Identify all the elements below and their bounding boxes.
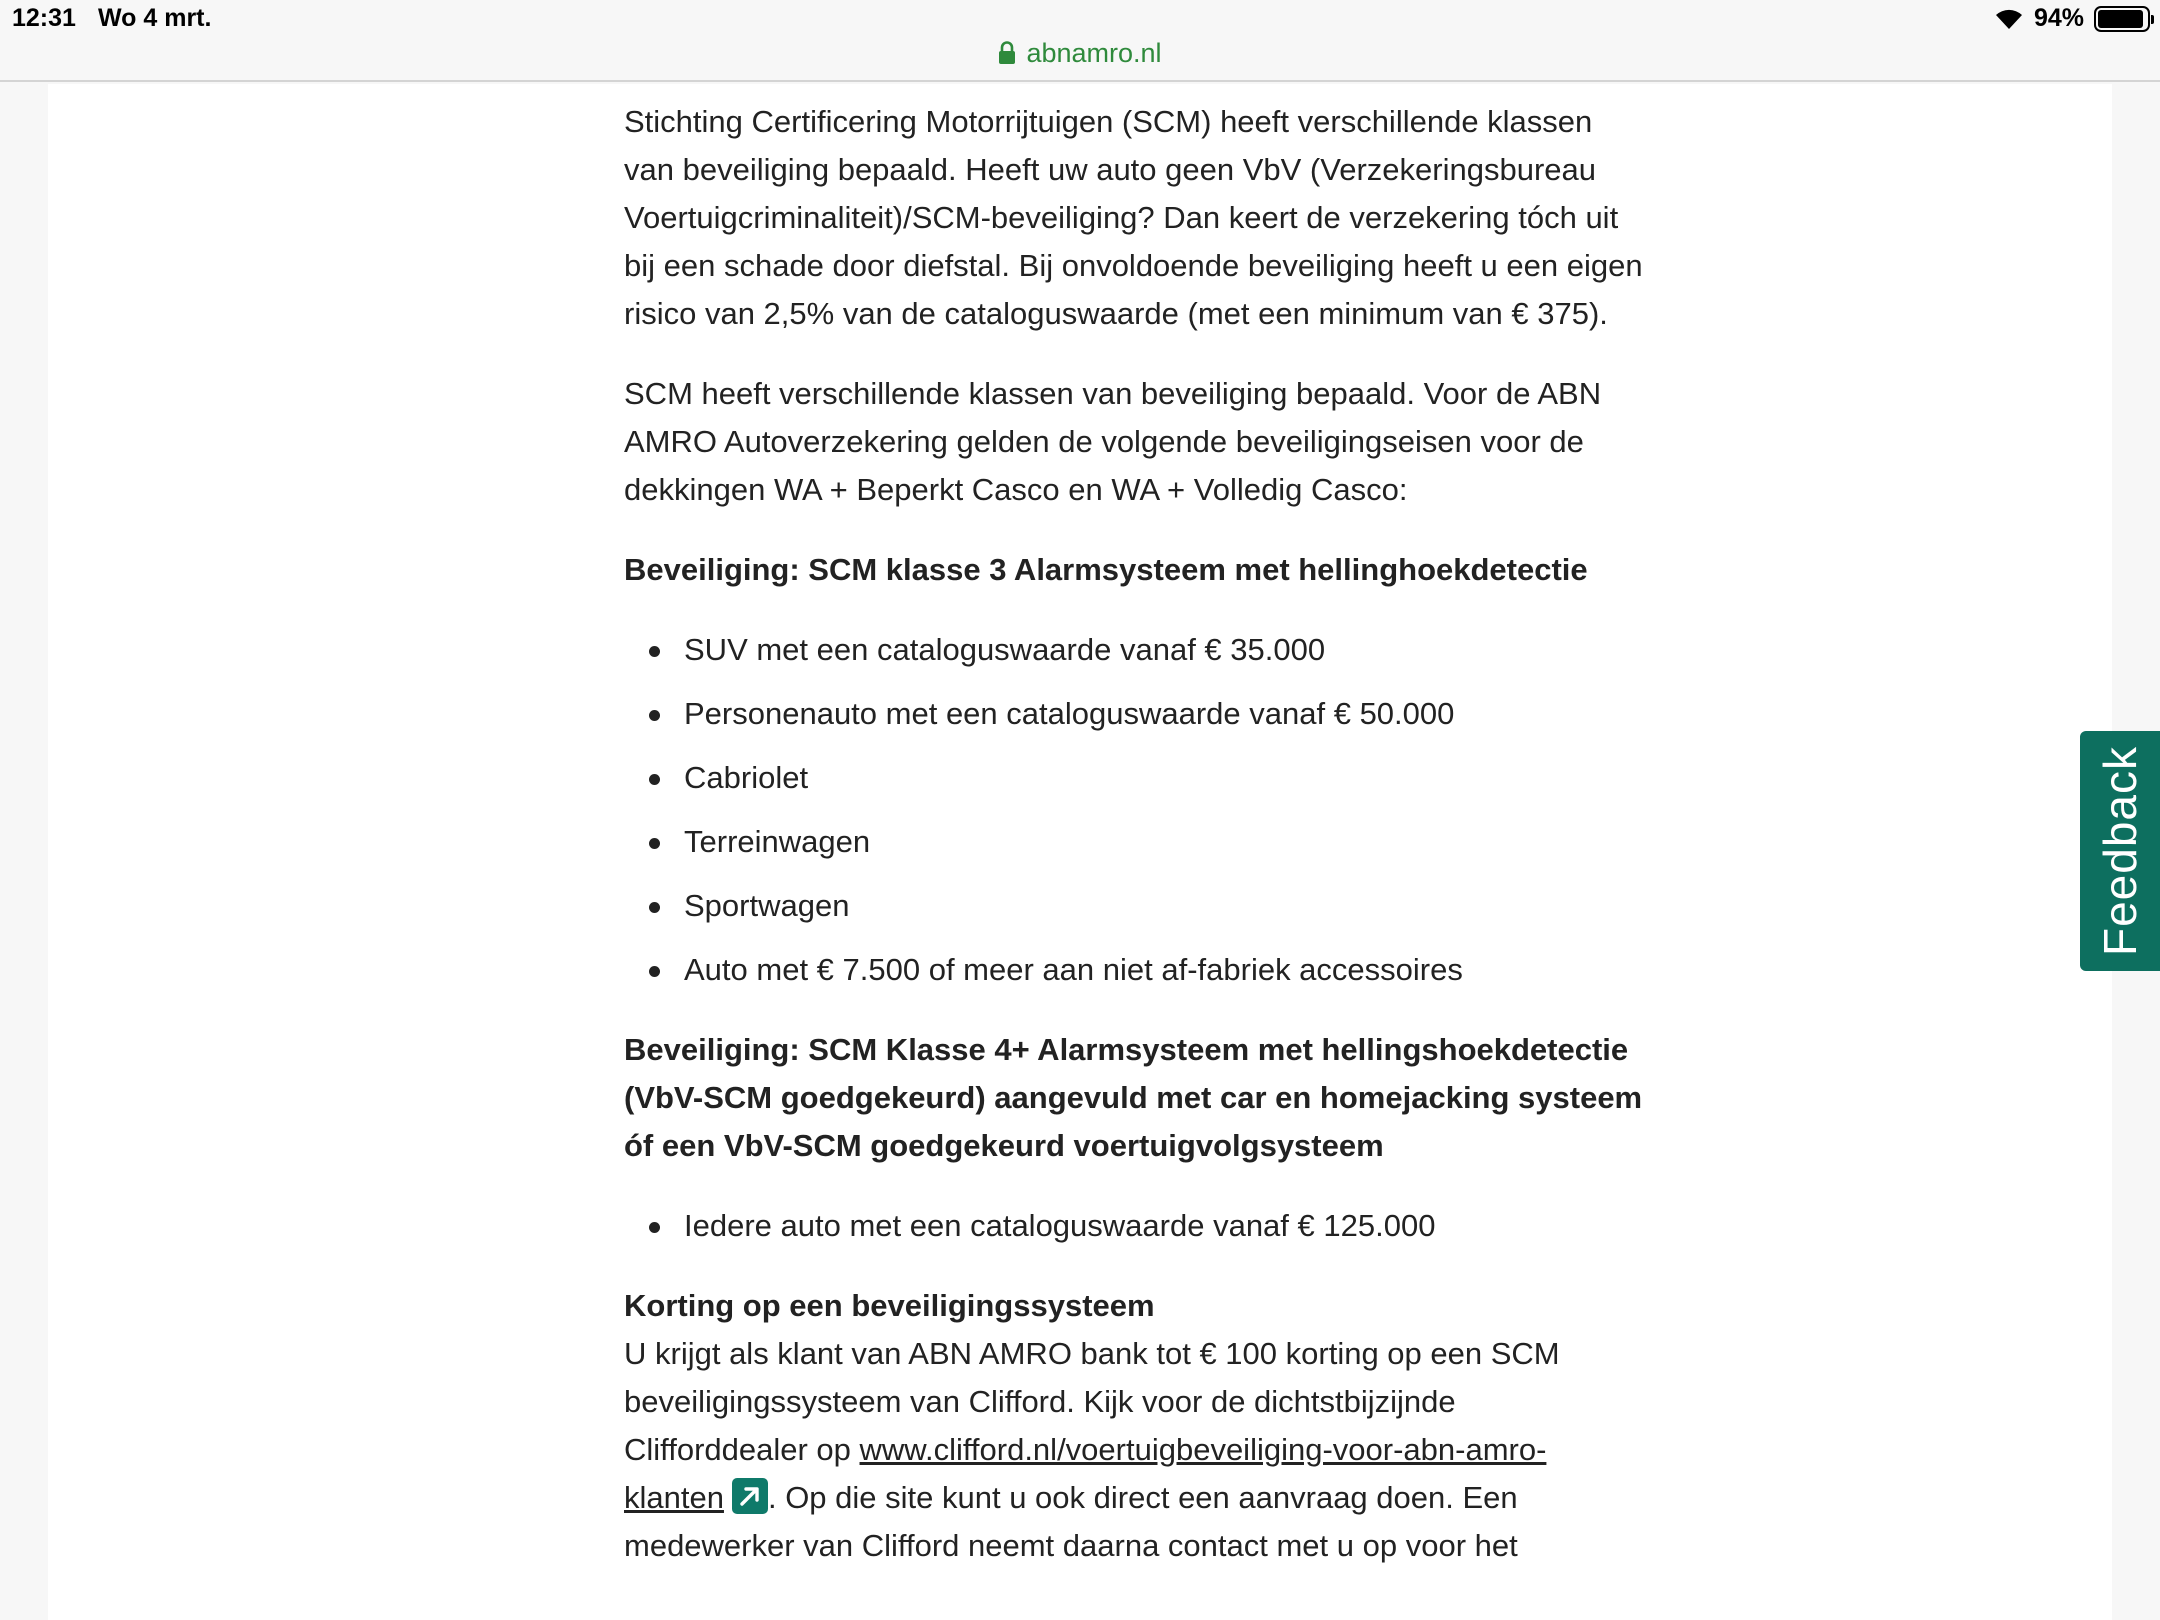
requirements-paragraph: SCM heeft verschillende klassen van beveiliging bepaald. Voor de ABN AMRO Autoverzekering gelden de volgende beveiligingseisen voor de dekkingen WA + Beperkt Casco en WA + Volledig Casco: [624,376,1602,507]
status-date: Wo 4 mrt. [98,4,212,32]
korting-paragraph [624,1282,1644,1570]
battery-percent: 94% [2033,4,2084,32]
status-time: 12:31 [12,4,76,32]
list-klasse-3 [624,626,1644,994]
section-heading-klasse-4: Beveiliging: SCM Klasse 4+ Alarmsysteem met hellingshoekdetectie (VbV-SCM goedgekeurd) aangevuld met car en homejacking systeem óf een VbV-SCM goedgekeurd voertuigvolgsysteem [624,1032,1643,1163]
intro-paragraph: Stichting Certificering Motorrijtuigen (SCM) heeft verschillende klassen van beveiliging bepaald. Heeft uw auto geen VbV (Verzekeringsbureau Voertuigcriminaliteit)/SCM-beveiliging? Dan keert de verzekering tóch uit bij een schade door diefstal. Bij onvoldoende beveiliging heeft u een eigen risico van 2,5% van de cataloguswaarde (met een minimum van € 375). [624,104,1643,331]
status-bar [0,0,2160,82]
section-heading-klasse-3: Beveiliging: SCM klasse 3 Alarmsysteem met hellinghoekdetectie [624,552,1588,587]
lock-icon [998,41,1016,65]
status-indicators [1994,4,2150,33]
list-item: Personenauto met een cataloguswaarde vanaf € 50.000 [624,690,1644,738]
web-page [48,84,2112,1620]
korting-heading: Korting op een beveiligingssysteem [624,1288,1155,1323]
wifi-icon [1994,7,2024,31]
korting-text-before: U krijgt als klant van ABN AMRO bank tot € 100 korting op een SCM beveiligingssysteem van Clifford. Kijk voor de dichtstbijzijnde Clifforddealer op [624,1336,1560,1467]
list-item: Sportwagen [624,882,1644,930]
list-klasse-4 [624,1202,1644,1250]
list-item: Cabriolet [624,754,1644,802]
battery-icon [2094,6,2150,32]
address-bar[interactable] [0,38,2160,69]
korting-text-after: . Op die site kunt u ook direct een aanvraag doen. Een medewerker van Clifford neemt daarna contact met u op voor het [624,1480,1518,1563]
battery-fill [2098,10,2143,28]
feedback-label: Feedback [2094,745,2147,957]
feedback-button[interactable] [2080,731,2160,971]
url-text: abnamro.nl [1026,38,1162,68]
article-content [624,98,1644,1570]
list-item: Iedere auto met een cataloguswaarde vanaf € 125.000 [624,1202,1644,1250]
list-item: Auto met € 7.500 of meer aan niet af-fabriek accessoires [624,946,1644,994]
clifford-link[interactable]: www.clifford.nl/voertuigbeveiliging-voor-abn-amro-klanten [624,1432,1547,1515]
list-item: SUV met een cataloguswaarde vanaf € 35.000 [624,626,1644,674]
external-link-icon[interactable] [732,1478,768,1514]
list-item: Terreinwagen [624,818,1644,866]
